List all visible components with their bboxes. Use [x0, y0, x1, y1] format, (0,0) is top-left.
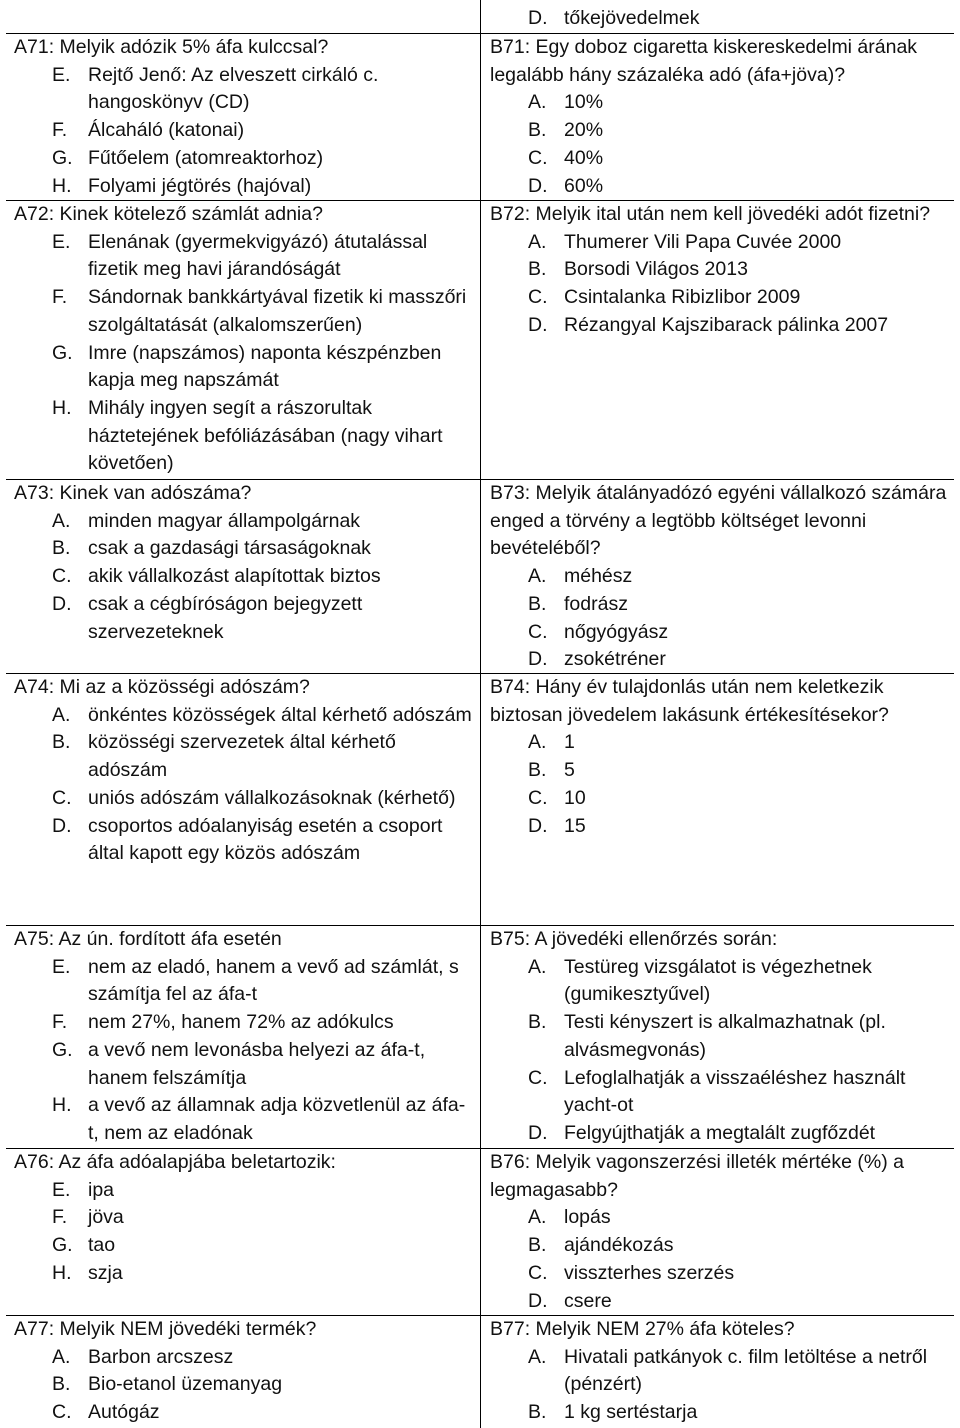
answer-option[interactable]: C. Csintalanka Ribizlibor 2009 [528, 286, 801, 309]
answer-option[interactable]: E. Elenának (gyermekvigyázó) átutalással fizetik meg havi járandóságát [52, 230, 428, 281]
answer-option[interactable]: E. nem az eladó, hanem a vevő ad számlát, s számítja fel az áfa-t [52, 955, 459, 1006]
question-text: B73: Melyik átalányadózó egyéni vállalkozó számára enged a törvény a legtöbb költséget levonni bevételéből? [490, 482, 947, 560]
answer-option[interactable]: F. nem 27%, hanem 72% az adókulcs [52, 1011, 394, 1034]
question-block-a76 [14, 1149, 476, 1288]
answer-option[interactable]: D. csoportos adóalanyiság esetén a csoport által kapott egy közös adószám [52, 814, 443, 865]
answer-option[interactable]: H. Folyami jégtörés (hajóval) [52, 174, 312, 197]
question-text: B74: Hány év tulajdonlás után nem keletkezik biztosan jövedelem lakásunk értékesítésekor? [490, 676, 889, 726]
question-block-a71 [14, 34, 476, 200]
question-text: A72: Kinek kötelező számlát adnia? [14, 203, 323, 225]
question-text: A75: Az ún. fordított áfa esetén [14, 928, 282, 950]
answer-option[interactable]: D. 60% [528, 174, 604, 197]
answer-option[interactable]: B. 20% [528, 119, 604, 142]
question-block-a77 [14, 1316, 476, 1427]
answer-option[interactable]: D. csak a cégbíróságon bejegyzett szervezeteknek [52, 592, 363, 643]
question-text: A77: Melyik NEM jövedéki termék? [14, 1318, 317, 1340]
question-text: A74: Mi az a közösségi adószám? [14, 676, 310, 698]
answer-option[interactable]: C. uniós adószám vállalkozásoknak (kérhető) [52, 786, 456, 809]
answer-option[interactable]: A. 10% [528, 91, 604, 114]
question-block-b74 [490, 674, 952, 840]
answer-option[interactable]: A. méhész [528, 565, 633, 588]
answer-option[interactable]: H. szja [52, 1261, 123, 1284]
answer-option[interactable]: A. 1 [528, 731, 575, 754]
question-text: B76: Melyik vagonszerzési illeték mértéke (%) a legmagasabb? [490, 1151, 904, 1201]
answer-option[interactable]: D. tőkejövedelmek [528, 7, 700, 29]
answer-option[interactable]: B. közösségi szervezetek által kérhető adószám [52, 731, 396, 782]
question-block-b70-continued [490, 5, 952, 33]
answer-option[interactable]: B. 1 kg sertéstarja [528, 1401, 698, 1424]
answer-option[interactable]: B. Borsodi Világos 2013 [528, 258, 748, 281]
answer-option[interactable]: C. visszterhes szerzés [528, 1261, 735, 1284]
question-text: A73: Kinek van adószáma? [14, 482, 252, 504]
question-block-b72 [490, 201, 952, 340]
question-text: B71: Egy doboz cigaretta kiskereskedelmi árának legalább hány százaléka adó (áfa+jöva)? [490, 36, 918, 86]
answer-option[interactable]: A. Hivatali patkányok c. film letöltése a netről (pénzért) [528, 1345, 928, 1396]
answer-option[interactable]: D. Felgyújthatják a megtalált zugfőzdét [528, 1121, 876, 1144]
answer-option[interactable]: D. 15 [528, 814, 586, 837]
answer-option[interactable]: B. Testi kényszert is alkalmazhatnak (pl. alvásmegvonás) [528, 1011, 886, 1061]
column-divider [480, 0, 481, 1428]
question-block-b76 [490, 1149, 952, 1315]
question-block-b71 [490, 34, 952, 200]
answer-option[interactable]: B. csak a gazdasági társaságoknak [52, 537, 371, 560]
answer-option[interactable]: A. lopás [528, 1206, 611, 1229]
quiz-table [6, 0, 954, 1428]
answer-option[interactable]: C. 10 [528, 786, 586, 809]
answer-option[interactable]: D. zsokétréner [528, 648, 666, 671]
answer-option[interactable]: E. ipa [52, 1178, 115, 1201]
answer-option[interactable]: G. tao [52, 1234, 116, 1257]
answer-option[interactable]: C. nőgyógyász [528, 620, 669, 643]
answer-option[interactable]: E. Rejtő Jenő: Az elveszett cirkáló c. hangoskönyv (CD) [52, 63, 379, 114]
answer-option[interactable]: A. önkéntes közösségek által kérhető adószám [52, 703, 472, 726]
question-block-b73 [490, 480, 952, 674]
answer-option[interactable]: B. fodrász [528, 592, 628, 615]
answer-option[interactable]: A. Thumerer Vili Papa Cuvée 2000 [528, 230, 842, 253]
answer-option[interactable]: C. Autógáz [52, 1401, 160, 1424]
answer-option[interactable]: G. Imre (napszámos) naponta készpénzben kapja meg napszámát [52, 341, 442, 392]
question-text: B72: Melyik ital után nem kell jövedéki adót fizetni? [490, 203, 931, 225]
question-text: A71: Melyik adózik 5% áfa kulccsal? [14, 36, 329, 58]
question-text: A76: Az áfa adóalapjába beletartozik: [14, 1151, 336, 1173]
question-block-a75 [14, 926, 476, 1148]
question-text: B77: Melyik NEM 27% áfa köteles? [490, 1318, 795, 1340]
answer-option[interactable]: H. a vevő az államnak adja közvetlenül az áfa-t, nem az eladónak [52, 1094, 466, 1144]
answer-option[interactable]: C. 40% [528, 146, 604, 169]
answer-option[interactable]: D. Rézangyal Kajszibarack pálinka 2007 [528, 313, 889, 336]
question-block-a72 [14, 201, 476, 478]
question-block-b77 [490, 1316, 952, 1427]
question-block-a74 [14, 674, 476, 868]
answer-option[interactable]: B. ajándékozás [528, 1234, 674, 1257]
question-text: B75: A jövedéki ellenőrzés során: [490, 928, 778, 950]
question-block-a73 [14, 480, 476, 646]
answer-option[interactable]: B. Bio-etanol üzemanyag [52, 1373, 283, 1396]
question-block-b75 [490, 926, 952, 1148]
answer-option[interactable]: A. minden magyar állampolgárnak [52, 509, 361, 532]
answer-option[interactable]: C. akik vállalkozást alapítottak biztos [52, 565, 381, 588]
answer-option[interactable]: C. Lefoglalhatják a visszaéléshez használt yacht-ot [528, 1066, 906, 1117]
answer-option[interactable]: F. Álcaháló (katonai) [52, 119, 245, 142]
answer-option[interactable]: A. Barbon arcszesz [52, 1345, 234, 1368]
answer-option[interactable]: H. Mihály ingyen segít a rászorultak háztetejének befóliázásában (nagy vihart követően) [52, 396, 443, 475]
answer-option[interactable]: D. csere [528, 1289, 612, 1312]
answer-option[interactable]: F. jöva [52, 1206, 124, 1229]
answer-option[interactable]: F. Sándornak bankkártyával fizetik ki masszőri szolgáltatását (alkalomszerűen) [52, 286, 467, 336]
answer-option[interactable]: G. Fűtőelem (atomreaktorhoz) [52, 146, 324, 169]
answer-option[interactable]: A. Testüreg vizsgálatot is végezhetnek (gumikesztyűvel) [528, 955, 872, 1006]
answer-option[interactable]: B. 5 [528, 759, 575, 782]
answer-option[interactable]: G. a vevő nem levonásba helyezi az áfa-t, hanem felszámítja [52, 1038, 426, 1089]
